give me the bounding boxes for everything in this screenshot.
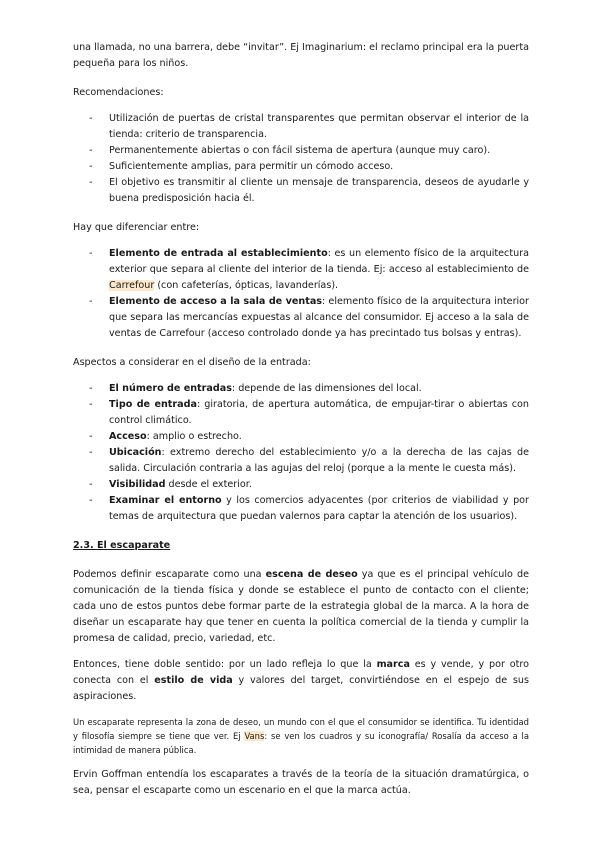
dash-bullet: - xyxy=(89,399,93,410)
escaparate-paragraph-4: Ervin Goffman entendía los escaparates a través de la teoría de la situación dramatúrgica, o sea, pensar el escaparte como un escenario en el que la marca actúa. xyxy=(73,769,529,796)
escaparate-paragraph-1: Podemos definir escaparate como una escena de deseo ya que es el principal vehículo de comunicación de la tienda física y donde se establece el punto de contacto con el cliente; cada uno de estos puntos debe formar parte de la estrategia global de la marca. A la hora de diseñar un escaparate hay que tener en cuenta la política comercial de la tienda y cumplir la promesa de calidad, precio, variedad, etc. xyxy=(73,569,529,644)
dash-bullet: - xyxy=(89,145,93,156)
list-item: - Elemento de acceso a la sala de ventas: elemento físico de la arquitectura interior que separa las mercancías expuestas al alcance del consumidor. Ej acceso a la sala de ventas de Carrefour (acceso controlado donde ya has precintado tus bolsas y entras). xyxy=(89,296,529,339)
list-item: - El objetivo es transmitir al cliente un mensaje de transparencia, deseos de ayudarle y buena predisposición hacia él. xyxy=(89,177,529,204)
list-item: - Permanentemente abiertas o con fácil sistema de apertura (aunque muy caro). xyxy=(73,143,529,159)
highlighted-text: Vans xyxy=(244,731,265,741)
aspectos-list xyxy=(73,381,529,525)
dash-bullet: - xyxy=(89,495,93,506)
highlighted-text: Carrefour xyxy=(109,280,155,291)
list-item: - Visibilidad desde el exterior. xyxy=(73,477,529,493)
dash-bullet: - xyxy=(89,431,93,442)
list-item: - Tipo de entrada: giratoria, de apertura automática, de empujar-tirar o abiertas con control climático. xyxy=(89,399,529,426)
dash-bullet: - xyxy=(89,447,93,458)
dash-bullet: - xyxy=(89,161,93,172)
recomendaciones-list xyxy=(73,111,529,207)
aspectos-title: Aspectos a considerar en el diseño de la entrada: xyxy=(73,357,311,368)
list-item: - Utilización de puertas de cristal transparentes que permitan observar el interior de la tienda: criterio de transparencia. xyxy=(89,113,529,140)
list-item: - El número de entradas: depende de las dimensiones del local. xyxy=(73,381,529,397)
section-heading: 2.3. El escaparate xyxy=(73,540,171,551)
list-item: - Acceso: amplio o estrecho. xyxy=(73,429,529,445)
dash-bullet: - xyxy=(89,383,93,394)
escaparate-paragraph-3: Un escaparate representa la zona de deseo, un mundo con el que el consumidor se identifica. Tu identidad y filosofía siempre se tiene que ver. Ej Vans: se ven los cuadros y su iconografía/ Rosalía da acceso a la intimidad de manera pública. xyxy=(73,717,529,755)
list-item: - Ubicación: extremo derecho del establecimiento y/o a la derecha de las cajas de salida. Circulación contraria a las agujas del reloj (porque a la mente le cuesta más). xyxy=(89,447,529,474)
list-item: - Examinar el entorno y los comercios adyacentes (por criterios de viabilidad y por temas de arquitectura que puedan valernos para captar la atención de los usuarios). xyxy=(89,495,529,522)
dash-bullet: - xyxy=(89,248,93,259)
dash-bullet: - xyxy=(89,296,93,307)
dash-bullet: - xyxy=(89,113,93,124)
escaparate-paragraph-2: Entonces, tiene doble sentido: por un lado refleja lo que la marca es y vende, y por otro conecta con el estilo de vida y valores del target, convirtiéndose en el espejo de sus aspiraciones. xyxy=(73,659,529,702)
document-page xyxy=(73,40,529,799)
diferenciar-title: Hay que diferenciar entre: xyxy=(73,222,200,233)
list-item: - Suficientemente amplias, para permitir un cómodo acceso. xyxy=(73,159,529,175)
diferenciar-list xyxy=(73,246,529,342)
intro-paragraph: una llamada, no una barrera, debe “invitar”. Ej Imaginarium: el reclamo principal era la puerta pequeña para los niños. xyxy=(73,42,529,69)
recomendaciones-title: Recomendaciones: xyxy=(73,87,164,98)
dash-bullet: - xyxy=(89,177,93,188)
dash-bullet: - xyxy=(89,479,93,490)
list-item: - Elemento de entrada al establecimiento: es un elemento físico de la arquitectura exterior que separa al cliente del interior de la tienda. Ej: acceso al establecimiento de Carrefour (con cafeterías, ópticas, lavanderías). xyxy=(89,248,529,291)
